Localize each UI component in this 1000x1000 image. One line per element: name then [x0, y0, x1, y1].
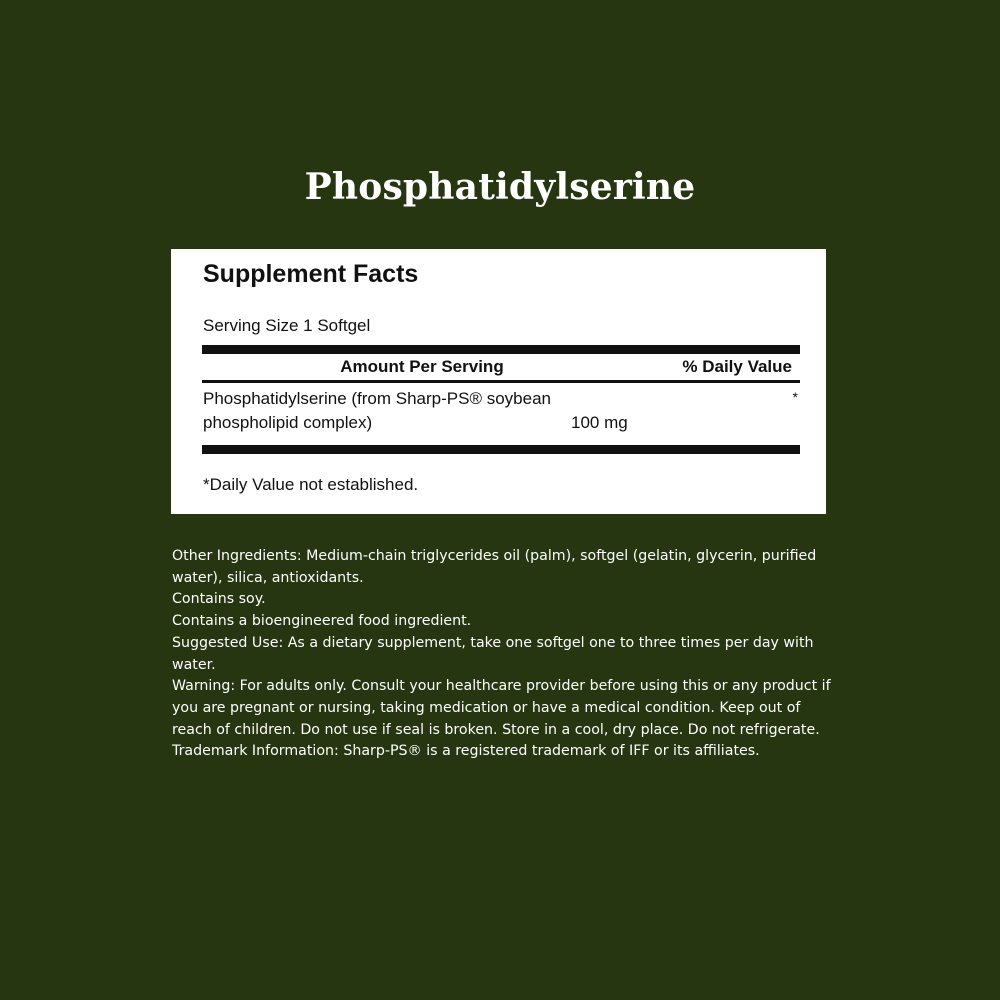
ingredient-name: Phosphatidylserine (from Sharp-PS® soybean phospholipid complex)	[203, 389, 551, 432]
amount-per-serving-header: Amount Per Serving	[340, 357, 504, 376]
daily-value-header: % Daily Value	[682, 357, 792, 376]
ingredient-daily-value: *	[792, 389, 798, 405]
allergen-statement: Contains soy.	[172, 591, 266, 608]
trademark-text: Trademark Information: Sharp-PS® is a registered trademark of IFF or its affiliates.	[172, 743, 760, 760]
suggested-use-text: Suggested Use: As a dietary supplement, take one softgel one to three times per day with water.	[172, 634, 814, 673]
serving-size: Serving Size 1 Softgel	[203, 316, 371, 335]
supplement-facts-panel	[171, 249, 826, 514]
page-title: Phosphatidylserine	[304, 166, 696, 208]
daily-value-footnote: *Daily Value not established.	[203, 475, 419, 494]
ingredient-amount: 100 mg	[571, 413, 628, 432]
warning-text: Warning: For adults only. Consult your healthcare provider before using this or any product if you are pregnant or nursing, taking medication or have a medical condition. Keep out of reach of children. Do not use if seal is broken. Store in a cool, dry place. Do not refrigerate.	[172, 678, 831, 738]
other-ingredients-text: Other Ingredients: Medium-chain triglycerides oil (palm), softgel (gelatin, glycerin, purified water), silica, antioxidants.	[172, 548, 817, 586]
bottom-thick-divider	[202, 445, 800, 454]
top-thick-divider	[202, 345, 800, 354]
supplement-facts-heading: Supplement Facts	[203, 260, 419, 288]
product-information	[172, 546, 842, 763]
header-divider	[202, 380, 800, 383]
bioengineered-statement: Contains a bioengineered food ingredient.	[172, 613, 472, 630]
